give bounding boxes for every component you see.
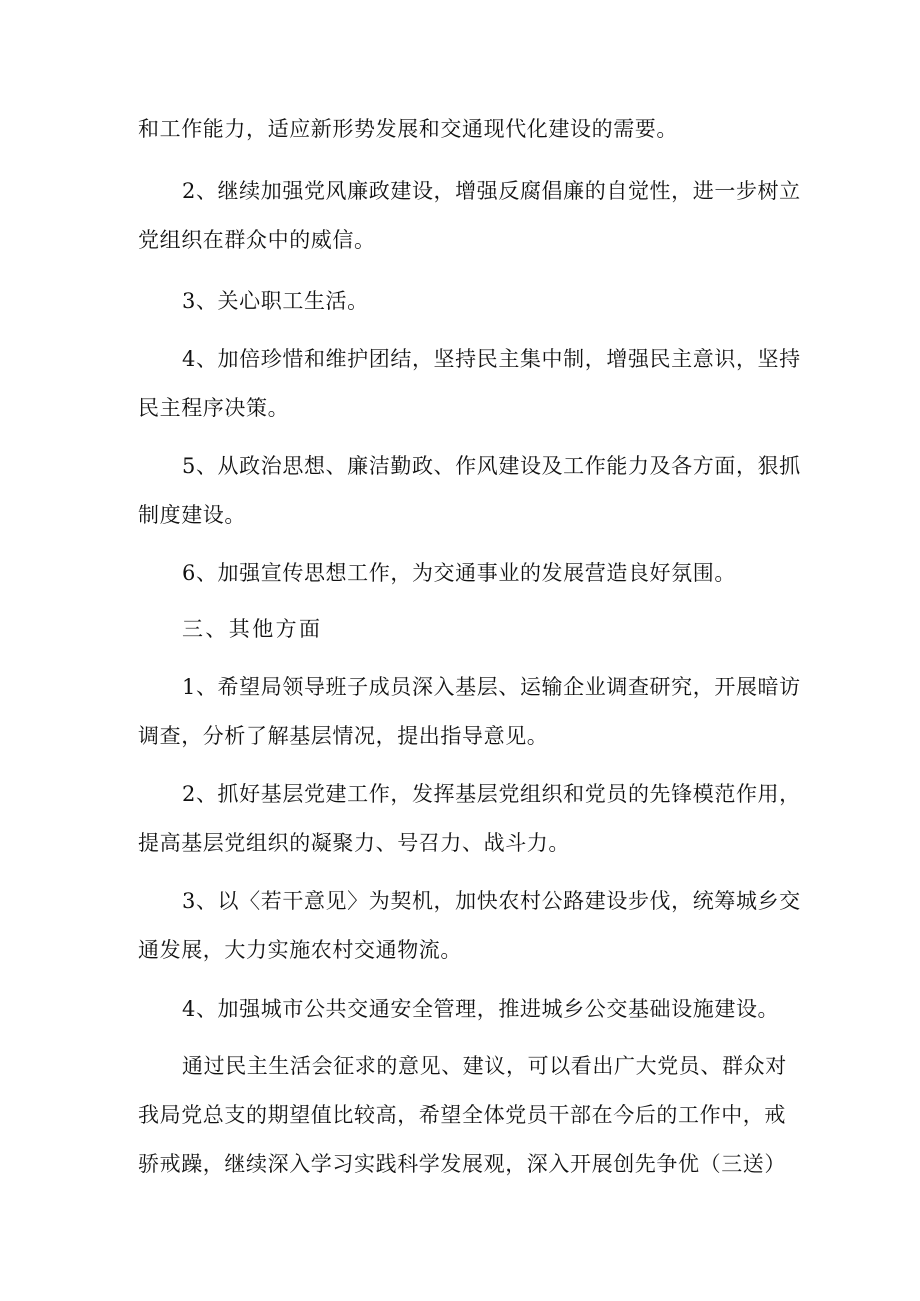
text-line: 骄戒躁，继续深入学习实践科学发展观，深入开展创先争优（三送） [138, 1152, 786, 1176]
text-line: 3、关心职工生活。 [182, 289, 369, 313]
text-line: 3、以〈若干意见〉为契机，加快农村公路建设步伐，统筹城乡交 [182, 889, 801, 913]
text-line: 5、从政治思想、廉洁勤政、作风建设及工作能力及各方面，狠抓 [182, 454, 801, 478]
text-line: 2、抓好基层党建工作，发挥基层党组织和党员的先锋模范作用， [182, 782, 801, 806]
text-line: 1、希望局领导班子成员深入基层、运输企业调查研究，开展暗访 [182, 675, 801, 699]
text-line: 我局党总支的期望值比较高，希望全体党员干部在今后的工作中，戒 [138, 1103, 786, 1127]
text-line: 6、加强宣传思想工作，为交通事业的发展营造良好氛围。 [182, 561, 736, 585]
text-line: 通过民主生活会征求的意见、建议，可以看出广大党员、群众对 [182, 1054, 787, 1078]
text-line: 4、加强城市公共交通安全管理，推进城乡公交基础设施建设。 [182, 997, 780, 1021]
text-line: 2、继续加强党风廉政建设，增强反腐倡廉的自觉性，进一步树立 [182, 179, 801, 203]
text-line: 提高基层党组织的凝聚力、号召力、战斗力。 [138, 831, 570, 855]
text-line: 通发展，大力实施农村交通物流。 [138, 938, 462, 962]
text-line: 党组织在群众中的威信。 [138, 228, 376, 252]
text-line: 4、加倍珍惜和维护团结，坚持民主集中制，增强民主意识，坚持 [182, 347, 801, 371]
text-line: 制度建设。 [138, 503, 246, 527]
section-heading: 三、其他方面 [182, 617, 323, 641]
text-line: 和工作能力，适应新形势发展和交通现代化建设的需要。 [138, 117, 678, 141]
text-line: 调查，分析了解基层情况，提出指导意见。 [138, 724, 549, 748]
text-line: 民主程序决策。 [138, 396, 290, 420]
